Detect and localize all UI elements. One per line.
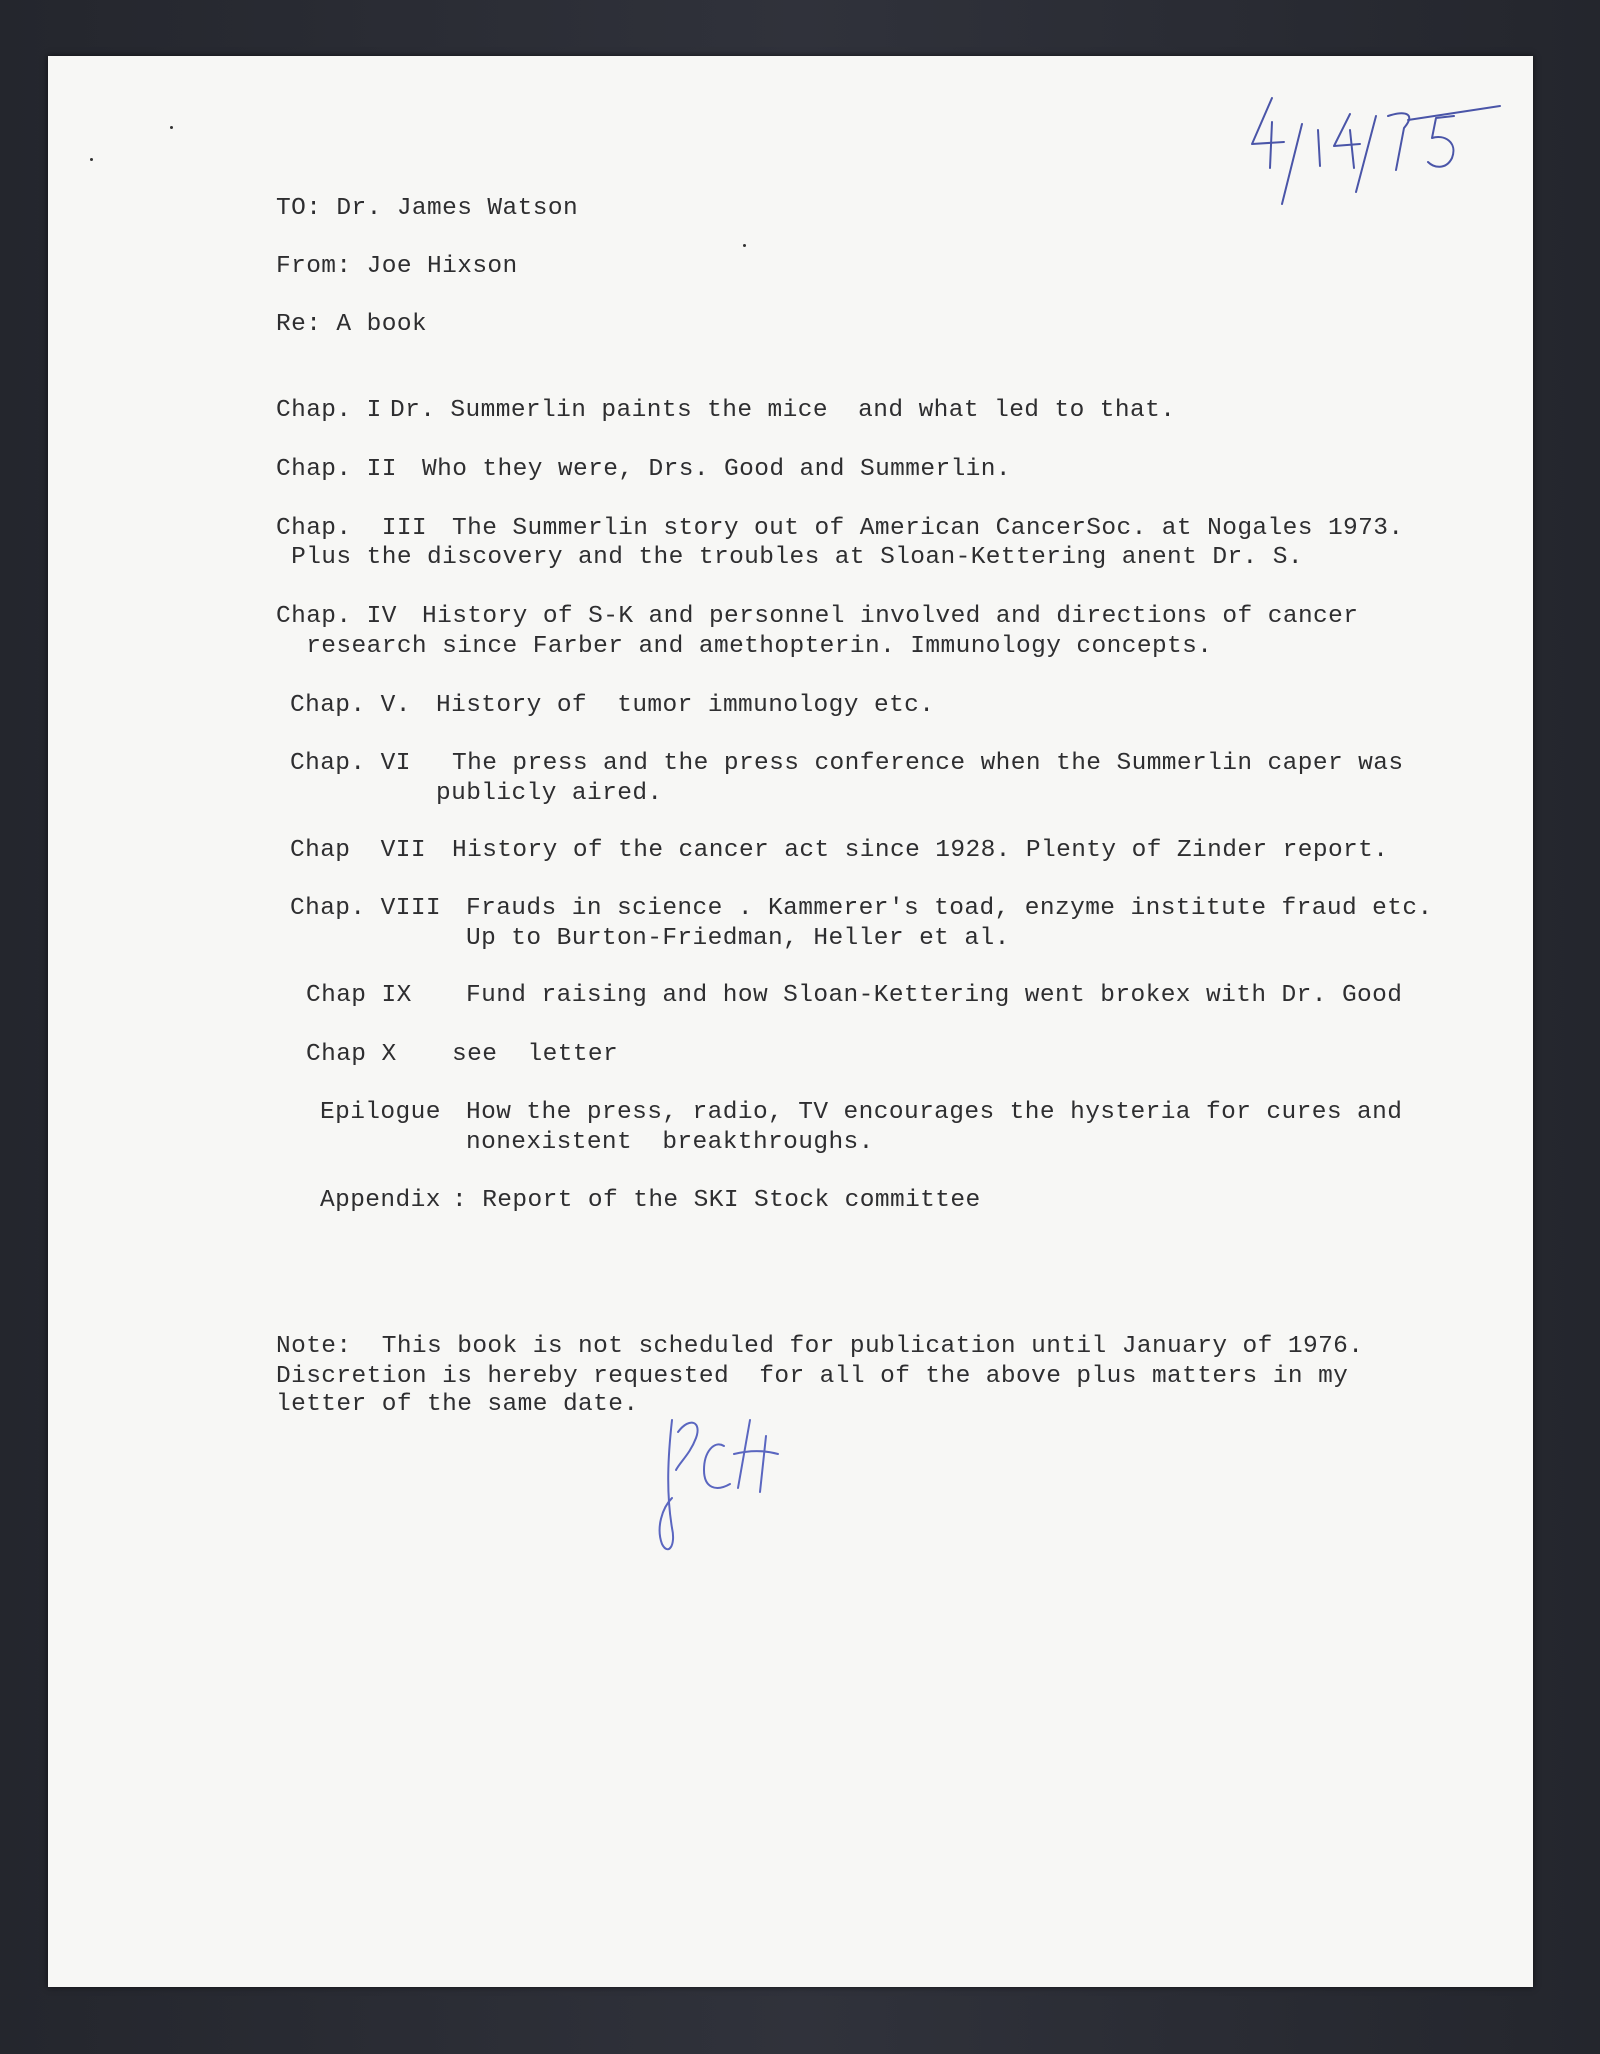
to-line: TO: Dr. James Watson [276, 195, 579, 222]
stray-mark [170, 126, 173, 129]
chapter-label: Chap VII [290, 837, 426, 864]
chapter-label: Chap. III [276, 515, 428, 542]
chapter-label: Chap. I [276, 397, 382, 424]
handwritten-signature [638, 1396, 808, 1566]
chapter-label: Chap. II [276, 456, 397, 483]
chapter-text: The Summerlin story out of American CancerSoc. at Nogales 1973. [452, 515, 1404, 542]
signature-text: JPC [638, 1563, 642, 1565]
chapter-text: Fund raising and how Sloan-Kettering went brokex with Dr. Good [466, 982, 1403, 1009]
chapter-text: Up to Burton-Friedman, Heller et al. [466, 925, 1010, 952]
chapter-text: Frauds in science . Kammerer's toad, enzyme institute fraud etc. [466, 895, 1433, 922]
handwritten-date-text: 4/14/75 [1238, 213, 1245, 215]
re-line: Re: A book [276, 311, 428, 338]
handwritten-date [1238, 86, 1518, 216]
chapter-text: The press and the press conference when the Summerlin caper was [452, 750, 1404, 777]
from-line: From: Joe Hixson [276, 253, 518, 280]
chapter-text: Who they were, Drs. Good and Summerlin. [422, 456, 1011, 483]
stray-mark [743, 244, 746, 247]
chapter-label: Chap. VIII [290, 895, 442, 922]
chapter-text: Plus the discovery and the troubles at Sloan-Kettering anent Dr. S. [276, 544, 1303, 571]
chapter-label: Appendix [320, 1187, 441, 1214]
note-text: letter of the same date. [276, 1391, 639, 1418]
memo-page [48, 56, 1533, 1987]
chapter-text: see letter [452, 1041, 619, 1068]
chapter-label: Chap. V. [290, 692, 411, 719]
chapter-text: History of the cancer act since 1928. Plenty of Zinder report. [452, 837, 1389, 864]
stray-mark [90, 158, 93, 161]
chapter-label: Chap. VI [290, 750, 411, 777]
chapter-text: History of tumor immunology etc. [436, 692, 935, 719]
note-text: Discretion is hereby requested for all of the above plus matters in my [276, 1363, 1349, 1390]
chapter-text: How the press, radio, TV encourages the hysteria for cures and [466, 1099, 1403, 1126]
chapter-label: Chap IX [306, 982, 412, 1009]
chapter-text: Dr. Summerlin paints the mice and what led to that. [390, 397, 1176, 424]
note-text: Note: This book is not scheduled for publication until January of 1976. [276, 1333, 1364, 1360]
chapter-text: research since Farber and amethopterin. Immunology concepts. [276, 633, 1213, 660]
chapter-text: publicly aired. [436, 780, 663, 807]
chapter-text: nonexistent breakthroughs. [466, 1129, 874, 1156]
chapter-label: Chap. IV [276, 603, 397, 630]
chapter-text: : Report of the SKI Stock committee [452, 1187, 981, 1214]
chapter-text: History of S-K and personnel involved and directions of cancer [422, 603, 1359, 630]
chapter-label: Epilogue [320, 1099, 441, 1126]
chapter-label: Chap X [306, 1041, 397, 1068]
